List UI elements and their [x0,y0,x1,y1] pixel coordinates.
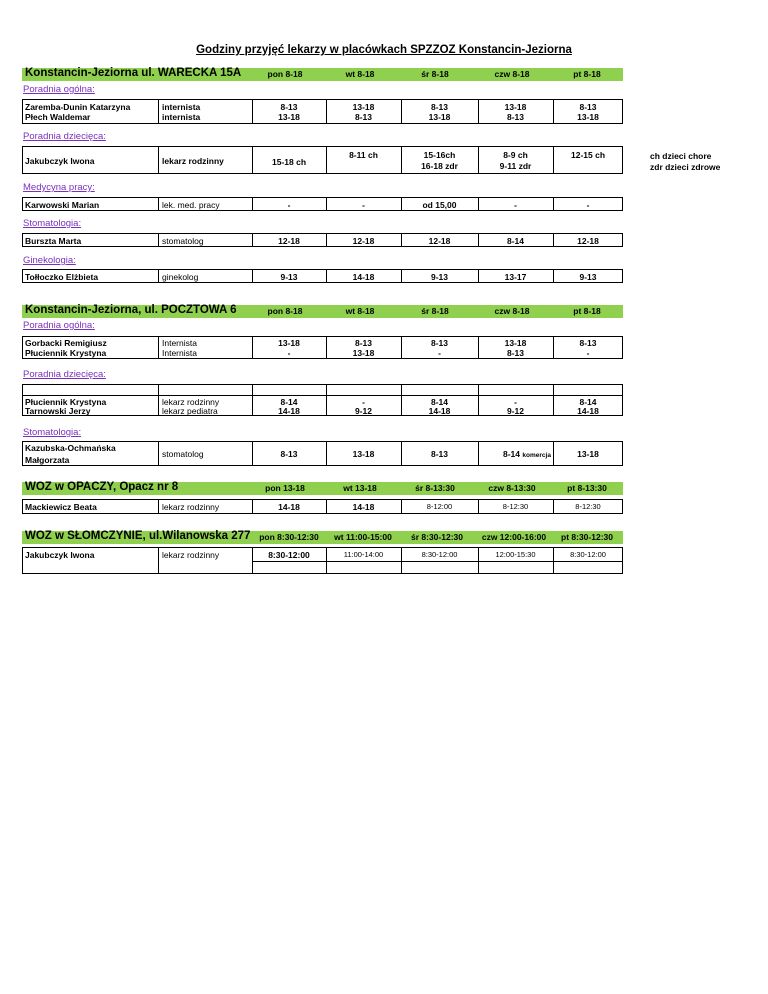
doctor-name: Kazubska-Ochmańska [25,443,116,453]
hours-cell: 13-18 [352,449,375,459]
day-fri: pt 8-13:30 [567,483,607,493]
specialty: ginekolog [162,272,199,282]
table-row [22,146,623,174]
hours-cell: 8:30-12:00 [268,550,310,560]
section-label: Poradnia dziecięca: [23,369,106,380]
hours-cell: 9-13 [280,272,298,282]
hours-cell: 9-13 [579,272,597,282]
hours-cell: 14-18 [352,272,375,282]
doctor-name: Małgorzata [25,455,70,465]
section-label: Ginekologia: [23,255,76,266]
clinic-name: Konstancin-Jeziorna, ul. POCZTOWA 6 [25,304,237,316]
hours-cell: 13-17 [504,272,527,282]
hours-cell: 8-13 [280,449,298,459]
day-fri: pt 8:30-12:30 [561,532,613,542]
hours-cell: 8-13 [430,449,448,459]
day-tue: wt 8-18 [345,306,375,316]
clinic-header-opacz [22,482,623,495]
hours-cell: 13-18 [278,338,300,348]
section-label: Poradnia ogólna: [23,84,95,95]
clinic-name: WOZ w OPACZY, Opacz nr 8 [25,481,179,493]
hours-cell: 13-18 [577,449,599,459]
day-mon: pon 8-18 [267,306,303,316]
hours-cell: 11:00-14:00 [343,550,384,559]
hours-cell: - [362,397,365,407]
hours-cell: 8-14 komercja [503,449,551,459]
day-thu: czw 12:00-16:00 [481,532,547,542]
day-mon: pon 8-18 [267,69,303,79]
day-tue: wt 8-18 [345,69,375,79]
section-label: Medycyna pracy: [23,182,95,193]
hours-cell: 15-16ch [423,150,456,160]
clinic-header-pocztowa [22,305,623,318]
specialty: Internista [162,348,197,358]
hours-cell: 8-12:30 [502,502,529,511]
specialty: lekarz rodzinny [162,156,224,166]
section-label: Stomatologia: [23,427,82,438]
hours-cell: 9-13 [430,272,448,282]
clinic-header-warecka [22,68,623,81]
hours-cell: 8:30-12:00 [421,550,458,559]
day-tue: wt 11:00-15:00 [334,532,392,542]
hours-cell: 16-18 zdr [421,161,458,171]
hours-cell: 8-13 [506,112,524,122]
table-row [22,99,623,124]
note-komercja: komercja [522,452,551,459]
hours-cell: 12:00-15:30 [495,550,536,559]
hours-cell: 13-18 [504,338,527,348]
specialty: internista [162,102,201,112]
specialty: lek. med. pracy [162,200,220,210]
doctor-name: Burszta Marta [25,236,82,246]
hours-cell: 13-18 [428,112,451,122]
hours-cell: 9-11 zdr [499,161,532,171]
clinic-name: WOZ w SŁOMCZYNIE, ul.Wilanowska 277 [25,530,251,542]
day-wed: śr 8-18 [421,69,449,79]
hours-cell: 14-18 [428,406,451,416]
table-row [22,233,623,247]
hours-cell: 8-14 [430,397,448,407]
doctor-name: Płech Waldemar [25,112,91,122]
doctor-name: Karwowski Marian [25,200,100,210]
hours-cell: - [586,348,590,358]
table-row [22,269,623,283]
section-label: Poradnia dziecięca: [23,131,106,142]
hours-cell: 8-13 [579,338,597,348]
hours-cell: 13-18 [504,102,527,112]
day-wed: śr 8:30-12:30 [411,532,463,542]
table-row [22,197,623,211]
hours-cell: 8-9 ch [503,150,528,160]
hours-cell: 8-13 [280,102,298,112]
legend [650,151,720,173]
hours-cell: 8-13 [354,338,372,348]
hours-cell: 8-12:30 [575,502,601,511]
specialty: lekarz rodzinny [162,550,220,560]
hours-cell: 15-18 ch [271,157,307,167]
hours-cell: 8-11 ch [349,150,378,160]
hours-cell: 9-12 [506,406,524,416]
doctor-name: Zaremba-Dunin Katarzyna [25,102,131,112]
day-thu: czw 8-18 [494,69,530,79]
hours-cell: 8-14 [280,397,298,407]
legend-item: zdr dzieci zdrowe [650,162,721,172]
hours-cell: 14-18 [278,406,300,416]
doctor-name: Tołłoczko Elżbieta [25,272,99,282]
hours-cell: od 15,00 [422,200,457,210]
specialty: lekarz rodzinny [162,397,220,407]
hours-cell: - [514,397,517,407]
specialty: stomatolog [162,449,204,459]
hours-cell: - [586,200,590,210]
clinic-name: Konstancin-Jeziorna ul. WARECKA 15A [25,67,242,79]
specialty: internista [162,112,201,122]
hours-cell: 14-18 [278,502,300,512]
specialty: stomatolog [162,236,204,246]
page-title: Godziny przyjęć lekarzy w placówkach SPZZOZ Konstancin-Jeziorna [196,44,572,56]
hours-cell: 8-13 [430,102,448,112]
doctor-name: Płuciennik Krystyna [25,348,107,358]
doctor-name: Mackiewicz Beata [25,502,97,512]
hours-cell: - [514,200,517,210]
table-row [22,441,623,466]
legend-item: ch dzieci chore [650,151,712,161]
hours-cell: - [287,348,291,358]
hours-cell: 8-13 [506,348,524,358]
specialty: lekarz pediatra [162,406,218,416]
hours-cell: 8-12:00 [426,502,453,511]
day-tue: wt 13-18 [343,483,377,493]
clinic-header-slomczyn [22,531,623,544]
day-mon: pon 8:30-12:30 [259,532,319,542]
hours-cell: 8-13 [579,102,597,112]
day-fri: pt 8-18 [573,306,601,316]
doctor-name: Płuciennik Krystyna [25,397,107,407]
hours-cell: 9-12 [354,406,372,416]
doctor-name: Gorbacki Remigiusz [25,338,107,348]
table-row [22,336,623,359]
hours-cell: - [362,200,365,210]
hours-cell: 8-13 [430,338,448,348]
hours-cell: 12-18 [278,236,300,246]
hours-cell: 13-18 [577,112,599,122]
hours-cell: 13-18 [278,112,300,122]
day-thu: czw 8-18 [494,306,530,316]
doctor-name: Jakubczyk Iwona [25,156,95,166]
hours-cell: 12-18 [352,236,375,246]
hours-cell: 8-14 [506,236,524,246]
table-row [22,384,623,416]
doctor-name: Jakubczyk Iwona [25,550,95,560]
hours-cell: - [438,348,441,358]
section-label: Stomatologia: [23,218,82,229]
hours-cell: 13-18 [352,102,375,112]
day-fri: pt 8-18 [573,69,601,79]
hours-cell: 13-18 [352,348,375,358]
doctor-name: Tarnowski Jerzy [25,406,91,416]
day-thu: czw 8-13:30 [488,483,536,493]
hours-cell: 8-13 [354,112,372,122]
hours-cell: 12-18 [577,236,599,246]
hours-cell: 8-14 [579,397,597,407]
day-wed: śr 8-13:30 [415,483,455,493]
hours-cell: 12-15 ch [570,150,606,160]
hours-cell: 14-18 [352,502,375,512]
hours-cell: 14-18 [577,406,599,416]
hours-cell: 8:30-12:00 [570,550,606,559]
hours-cell: 12-18 [428,236,451,246]
day-wed: śr 8-18 [421,306,449,316]
hours-cell: - [287,200,291,210]
specialty: lekarz rodzinny [162,502,220,512]
specialty: Internista [162,338,197,348]
section-label: Poradnia ogólna: [23,320,95,331]
day-mon: pon 13-18 [265,483,305,493]
table-row [22,499,623,514]
table-row [22,547,623,574]
